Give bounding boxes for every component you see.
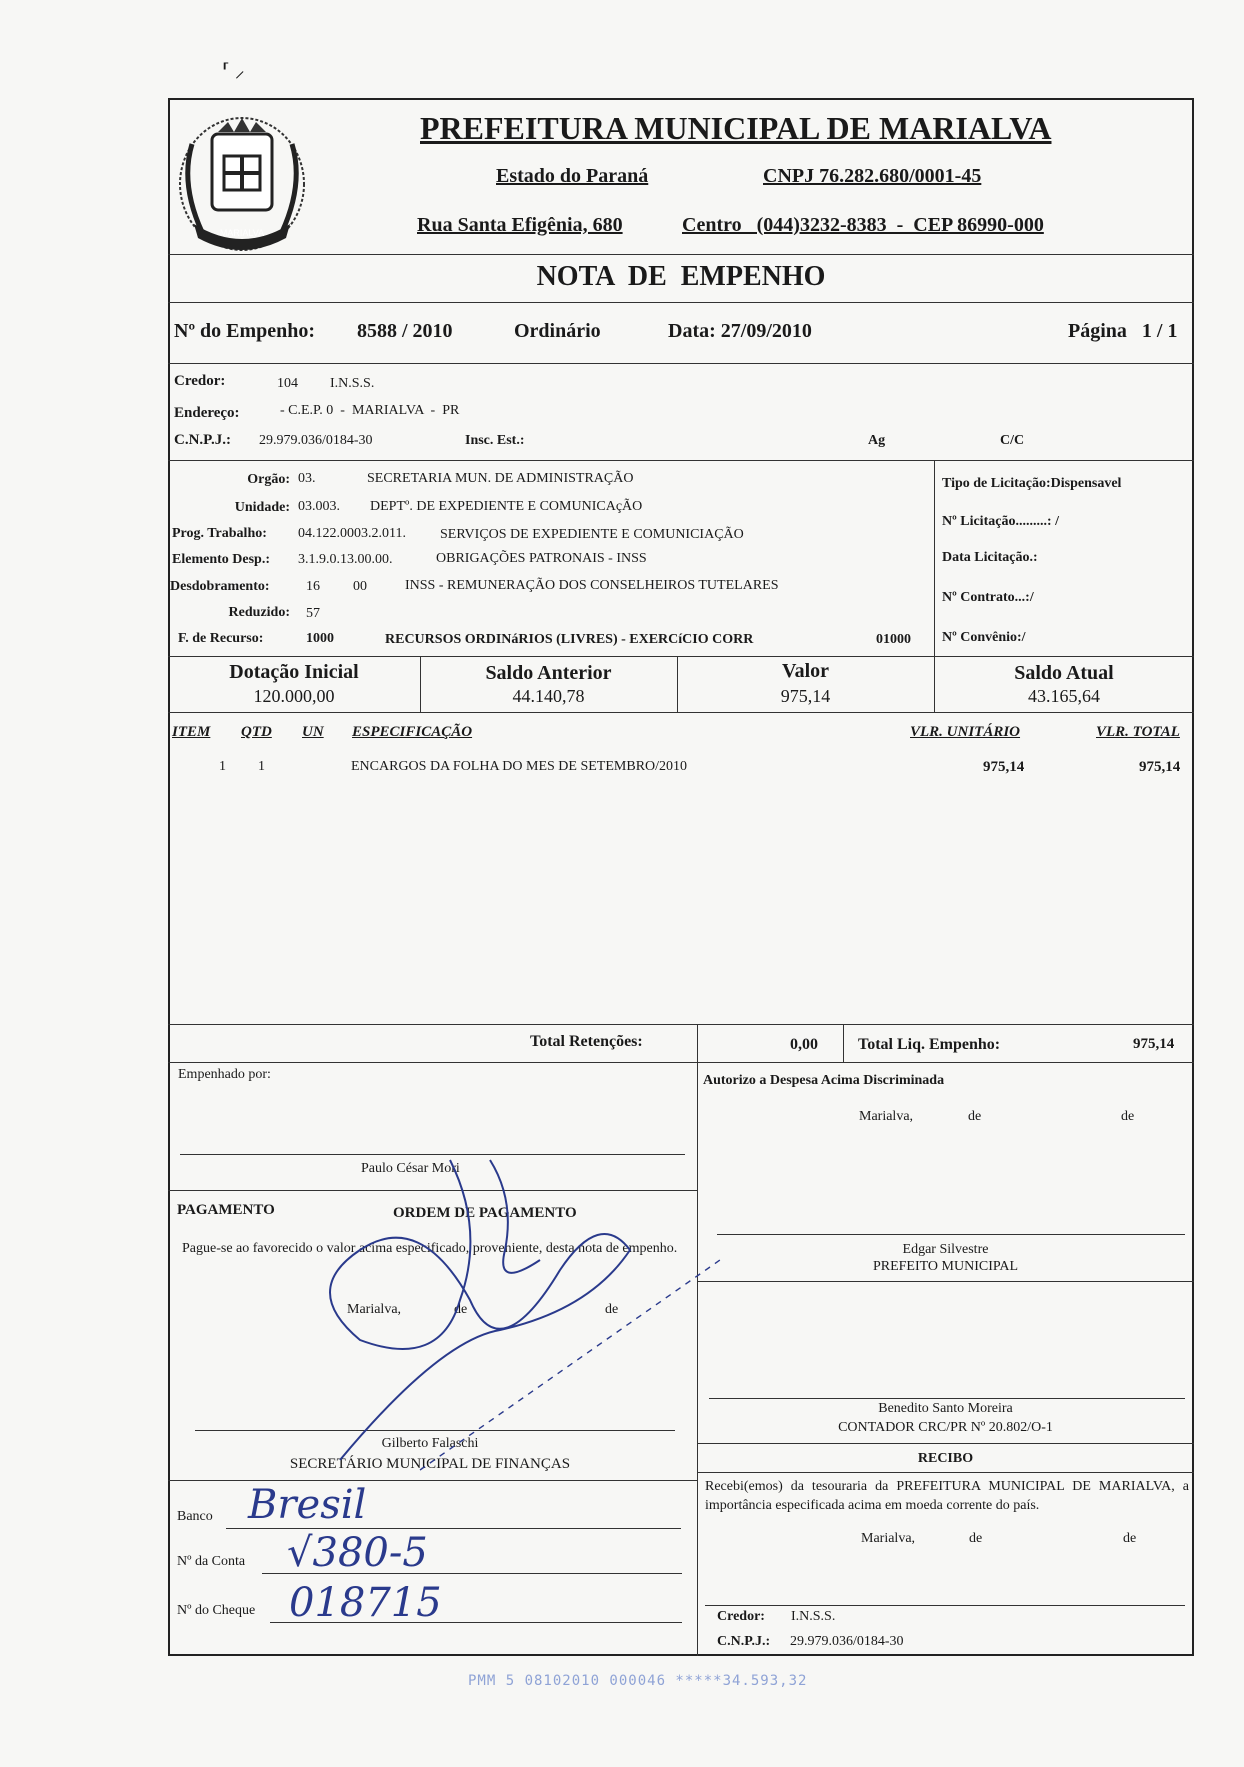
total-liq-value: 975,14 (1133, 1036, 1175, 1052)
dotacao-value: 120.000,00 (253, 686, 335, 706)
col-vlr-unitario: VLR. UNITÁRIO (910, 724, 1021, 740)
total-retencoes-value: 0,00 (790, 1036, 818, 1053)
conta-corrente-label: C/C (1000, 433, 1025, 448)
dotacao-label: Dotação Inicial (229, 661, 359, 683)
recibo-cnpj-label: C.N.P.J.: (717, 1634, 771, 1649)
contador-name: Benedito Santo Moreira (878, 1401, 1013, 1416)
cheque-label: Nº do Cheque (177, 1603, 256, 1618)
total-liq-label: Total Liq. Empenho: (858, 1036, 1001, 1053)
row-vlr-unitario: 975,14 (983, 759, 1025, 775)
state-label: Estado do Paraná (496, 165, 649, 187)
unidade-label: Unidade: (234, 500, 290, 515)
banco-label: Banco (177, 1509, 213, 1524)
pagamento-label: PAGAMENTO (177, 1202, 275, 1218)
autorizo-de2: de (1121, 1109, 1135, 1124)
handwritten-signature (300, 1140, 740, 1480)
endereco-value: - C.E.P. 0 - MARIALVA - PR (280, 403, 460, 418)
cheque-value: 018715 (289, 1580, 442, 1626)
row-qtd: 1 (258, 759, 265, 774)
col-especificacao: ESPECIFICAÇÃO (352, 724, 473, 740)
orgao-label: Orgão: (247, 472, 290, 487)
crest-ribbon-text: MARIALVA (219, 228, 265, 238)
desdobramento-code: 16 (306, 579, 320, 594)
row-item: 1 (219, 759, 226, 774)
recibo-de1: de (969, 1531, 983, 1546)
data-licitacao: Data Licitação.: (942, 550, 1038, 565)
col-vlr-total: VLR. TOTAL (1096, 724, 1180, 740)
valor-value: 975,14 (780, 686, 831, 706)
pagamento-de2: de (605, 1302, 619, 1317)
address-rest: Centro (044)3232-8383 - CEP 86990-000 (682, 214, 1044, 236)
tipo-licitacao: Tipo de Licitação:Dispensavel (942, 476, 1122, 491)
num-licitacao: Nº Licitação.........: / (942, 514, 1059, 529)
doc-title: NOTA DE EMPENHO (536, 261, 826, 292)
prog-code: 04.122.0003.2.011. (298, 526, 406, 541)
bank-stamp: PMM 5 08102010 000046 *****34.593,32 (468, 1673, 808, 1689)
prefeito-title: PREFEITO MUNICIPAL (872, 1259, 1019, 1274)
row-vlr-total: 975,14 (1139, 759, 1181, 775)
credor-cnpj: 29.979.036/0184-30 (259, 433, 373, 448)
pagamento-de1: de (454, 1302, 468, 1317)
cnpj-header: CNPJ 76.282.680/0001-45 (763, 165, 982, 187)
fonte-recurso-num: 01000 (876, 632, 911, 647)
contador-title: CONTADOR CRC/PR Nº 20.802/O-1 (838, 1420, 1053, 1435)
banco-value: Bresil (248, 1482, 367, 1528)
conta-label: Nº da Conta (177, 1554, 246, 1569)
credor-name: I.N.S.S. (330, 376, 375, 391)
prog-label: Prog. Trabalho: (172, 526, 267, 541)
empenho-date: Data: 27/09/2010 (668, 320, 812, 342)
unidade-code: 03.003. (298, 499, 340, 514)
recibo-credor-value: I.N.S.S. (791, 1609, 836, 1624)
recibo-cnpj-value: 29.979.036/0184-30 (790, 1634, 904, 1649)
reduzido-code: 57 (306, 606, 320, 621)
total-retencoes-label: Total Retenções: (530, 1033, 643, 1050)
agencia-label: Ag (868, 433, 886, 448)
fonte-recurso-code: 1000 (306, 631, 334, 646)
desdobramento-sub: 00 (353, 579, 367, 594)
desdobramento-label: Desdobramento: (170, 579, 270, 594)
ordem-pagamento-text: Pague-se ao favorecido o valor acima especificado, proveniente, desta nota de empenho. (182, 1241, 678, 1256)
num-contrato: Nº Contrato...:/ (942, 590, 1034, 605)
secretario-title: SECRETÁRIO MUNICIPAL DE FINANÇAS (289, 1456, 571, 1472)
address-street: Rua Santa Efigênia, 680 (417, 214, 623, 236)
elemento-code: 3.1.9.0.13.00.00. (298, 552, 393, 567)
empenho-number: 8588 / 2010 (357, 320, 453, 342)
empenhado-por-label: Empenhado por: (178, 1067, 271, 1082)
ordem-pagamento-label: ORDEM DE PAGAMENTO (393, 1205, 577, 1221)
empenhado-por-name: Paulo César Mori (361, 1161, 460, 1176)
fonte-recurso-desc: RECURSOS ORDINáRIOS (LIVRES) - EXERCíCIO CORR (385, 632, 754, 647)
saldo-anterior-label: Saldo Anterior (485, 662, 612, 684)
endereco-label: Endereço: (174, 405, 240, 421)
empenho-type: Ordinário (514, 320, 601, 342)
cnpj-label: C.N.P.J.: (174, 432, 231, 448)
autorizo-place: Marialva, (859, 1109, 914, 1124)
col-qtd: QTD (241, 724, 272, 740)
fonte-recurso-label: F. de Recurso: (178, 631, 264, 646)
saldo-atual-value: 43.165,64 (1028, 686, 1100, 706)
prefeito-name: Edgar Silvestre (902, 1242, 989, 1257)
orgao-code: 03. (298, 471, 316, 486)
valor-label: Valor (781, 660, 830, 682)
insc-est-label: Insc. Est.: (465, 433, 525, 448)
page-title: PREFEITURA MUNICIPAL DE MARIALVA (420, 110, 1052, 146)
pagamento-place: Marialva, (347, 1302, 402, 1317)
page-number: Página 1 / 1 (1068, 320, 1178, 342)
col-item: ITEM (172, 724, 211, 740)
prog-desc: SERVIÇOS DE EXPEDIENTE E COMUNICIAÇÃO (440, 527, 744, 542)
saldo-anterior-value: 44.140,78 (512, 686, 585, 706)
empenho-number-label: Nº do Empenho: (174, 320, 316, 342)
orgao-desc: SECRETARIA MUN. DE ADMINISTRAÇÃO (367, 471, 634, 486)
row-especificacao: ENCARGOS DA FOLHA DO MES DE SETEMBRO/2010 (351, 759, 688, 774)
recibo-de2: de (1123, 1531, 1137, 1546)
credor-code: 104 (277, 376, 298, 391)
recibo-place: Marialva, (861, 1531, 916, 1546)
num-convenio: Nº Convênio:/ (942, 630, 1026, 645)
autorizo-de1: de (968, 1109, 982, 1124)
reduzido-label: Reduzido: (228, 605, 290, 620)
municipal-crest (172, 104, 312, 260)
saldo-atual-label: Saldo Atual (1014, 662, 1114, 684)
elemento-label: Elemento Desp.: (172, 552, 270, 567)
secretario-name: Gilberto Falaschi (381, 1436, 479, 1451)
corner-mark: ⸢ ⸝ (222, 60, 245, 82)
recibo-credor-label: Credor: (717, 1609, 765, 1624)
desdobramento-desc: INSS - REMUNERAÇÃO DOS CONSELHEIROS TUTELARES (405, 578, 779, 593)
recibo-label: RECIBO (917, 1451, 974, 1466)
credor-label: Credor: (174, 373, 226, 389)
recibo-text: Recebi(emos) da tesouraria da PREFEITURA MUNICIPAL DE MARIALVA, a importância especificada acima em moeda corrente do país. (705, 1479, 1189, 1513)
conta-value: √380-5 (287, 1530, 428, 1576)
unidade-desc: DEPTº. DE EXPEDIENTE E COMUNICAçÃO (370, 499, 643, 514)
autorizo-label: Autorizo a Despesa Acima Discriminada (703, 1073, 945, 1088)
elemento-desc: OBRIGAÇÕES PATRONAIS - INSS (436, 551, 647, 566)
col-un: UN (302, 724, 324, 740)
